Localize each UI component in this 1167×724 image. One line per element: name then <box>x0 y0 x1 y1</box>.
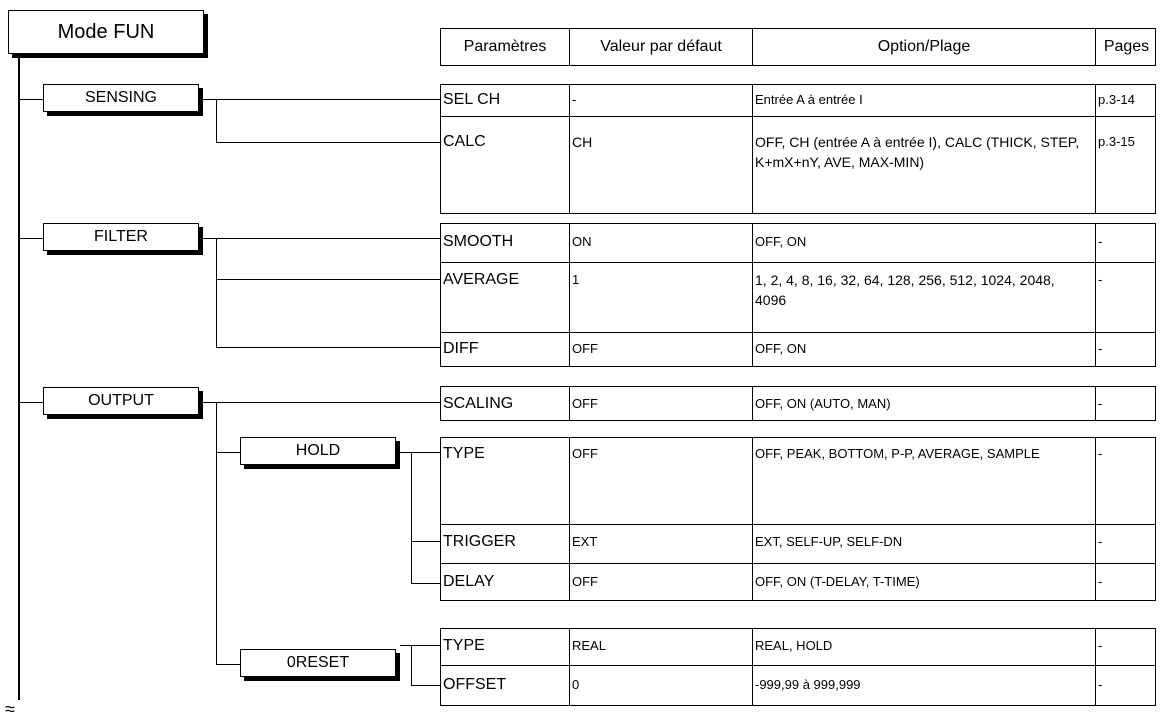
row-pages: - <box>1098 677 1103 692</box>
group-output <box>43 387 199 415</box>
row-pages: - <box>1098 396 1103 411</box>
group-sensing-label: SENSING <box>84 89 157 106</box>
row-option: OFF, PEAK, BOTTOM, P-P, AVERAGE, SAMPLE <box>755 446 1040 461</box>
header-option <box>752 29 1095 65</box>
row-option: OFF, ON <box>755 341 807 356</box>
row-param: DELAY <box>443 573 495 590</box>
group-filter-label: FILTER <box>94 228 148 245</box>
row-default: 0 <box>572 677 580 692</box>
header-pages <box>1095 29 1157 65</box>
row-pages: p.3-14 <box>1098 92 1135 107</box>
table-scaling <box>440 386 1156 421</box>
row-default: EXT <box>572 534 598 549</box>
row-option: OFF, ON (T-DELAY, T-TIME) <box>755 574 920 589</box>
row-pages: - <box>1098 272 1103 287</box>
table-0reset <box>440 628 1156 706</box>
row-option: -999,99 à 999,999 <box>755 677 861 692</box>
row-param: SMOOTH <box>443 233 514 250</box>
header-param-label: Paramètres <box>463 38 547 55</box>
header-parametres <box>441 29 569 65</box>
row-default: CH <box>572 134 593 150</box>
row-pages: - <box>1098 341 1103 356</box>
row-param: SEL CH <box>443 91 501 108</box>
row-option: OFF, ON (AUTO, MAN) <box>755 396 891 411</box>
table-hold <box>440 437 1156 601</box>
group-sensing <box>43 84 199 112</box>
row-default: OFF <box>572 341 598 356</box>
row-default: OFF <box>572 574 598 589</box>
row-default: - <box>572 92 577 107</box>
row-option: OFF, CH (entrée A à entrée I), CALC (THICK, STEP, K+mX+nY, AVE, MAX-MIN) <box>755 134 1080 170</box>
row-param: TYPE <box>443 637 485 654</box>
row-param: TYPE <box>443 445 485 462</box>
row-option: REAL, HOLD <box>755 638 833 653</box>
row-param: SCALING <box>443 395 514 412</box>
group-output-label: OUTPUT <box>88 392 154 409</box>
row-pages: - <box>1098 574 1103 589</box>
row-pages: - <box>1098 534 1103 549</box>
row-default: 1 <box>572 272 580 287</box>
continuation-symbol: ≈ <box>5 699 15 719</box>
row-param: TRIGGER <box>443 533 516 550</box>
row-param: DIFF <box>443 340 479 357</box>
row-default: OFF <box>572 396 598 411</box>
row-default: REAL <box>572 638 606 653</box>
table-sensing <box>440 84 1156 214</box>
root-label: Mode FUN <box>57 20 155 43</box>
group-0reset-label: 0RESET <box>286 654 350 671</box>
header-pages-label: Pages <box>1103 38 1150 55</box>
row-default: ON <box>572 234 592 249</box>
row-option: Entrée A à entrée I <box>755 92 863 107</box>
main-trunk-line <box>18 54 20 700</box>
row-pages: p.3-15 <box>1098 134 1135 149</box>
group-0reset <box>240 649 396 677</box>
header-default-label: Valeur par défaut <box>600 38 722 55</box>
root-mode-fun <box>8 10 204 54</box>
header-valeur <box>569 29 752 65</box>
row-param: OFFSET <box>443 676 507 693</box>
row-option: 1, 2, 4, 8, 16, 32, 64, 128, 256, 512, 1024, 2048, 4096 <box>755 272 1055 308</box>
table-filter <box>440 223 1156 367</box>
row-option: OFF, ON <box>755 234 807 249</box>
table-header <box>440 28 1156 66</box>
row-option: EXT, SELF-UP, SELF-DN <box>755 534 903 549</box>
group-hold-label: HOLD <box>295 442 341 459</box>
group-filter <box>43 223 199 251</box>
header-option-label: Option/Plage <box>877 38 971 55</box>
row-pages: - <box>1098 234 1103 249</box>
group-hold <box>240 437 396 465</box>
row-pages: - <box>1098 638 1103 653</box>
row-param: AVERAGE <box>443 271 520 288</box>
row-default: OFF <box>572 446 598 461</box>
row-param: CALC <box>443 133 486 150</box>
row-pages: - <box>1098 446 1103 461</box>
